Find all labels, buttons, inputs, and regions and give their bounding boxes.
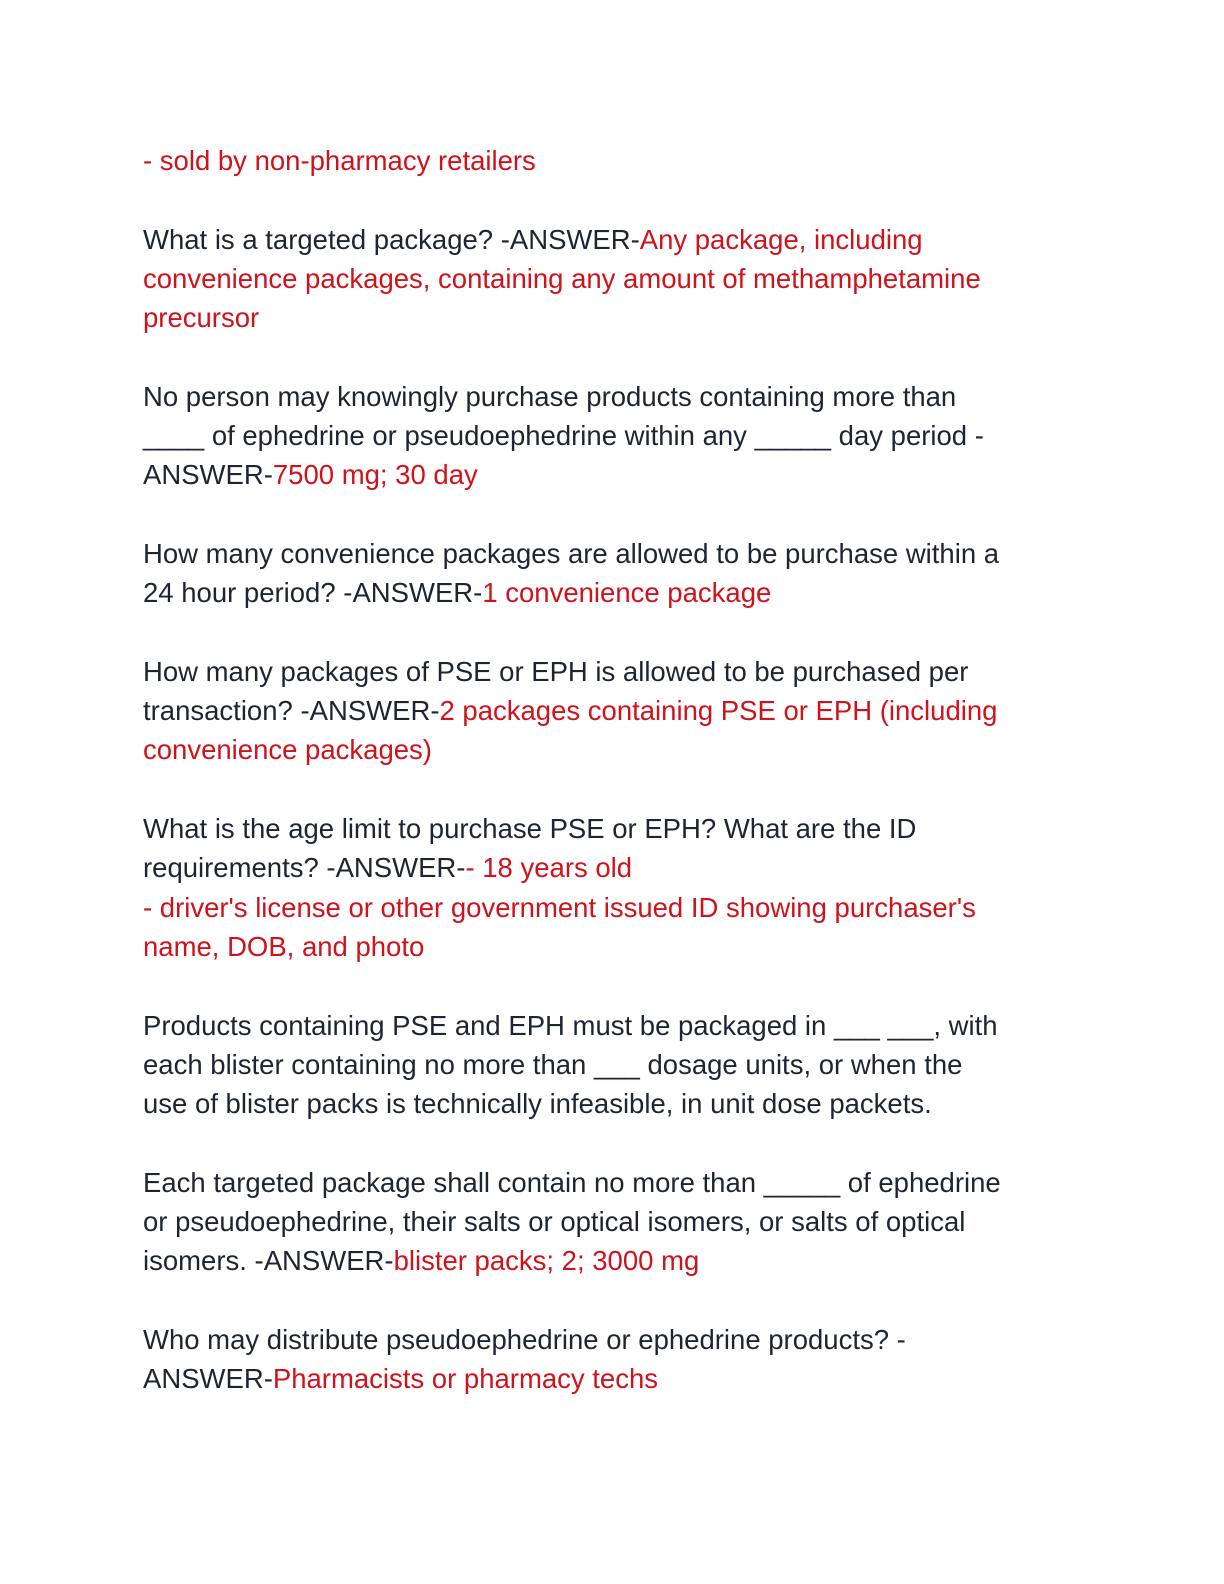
- text-line: [143, 927, 1103, 966]
- answer-text: - sold by non-pharmacy retailers: [143, 145, 536, 176]
- text-line: [143, 259, 1103, 298]
- qa-paragraph: [143, 652, 1103, 770]
- question-text: Each targeted package shall contain no more than _____ of ephedrine: [143, 1166, 1001, 1198]
- answer-text: 1 convenience package: [482, 577, 772, 609]
- text-line: [143, 848, 1103, 887]
- question-text: Who may distribute pseudoephedrine or ephedrine products? -: [143, 1323, 906, 1355]
- text-line: [143, 691, 1103, 730]
- text-line: [143, 220, 1103, 259]
- text-line: [143, 573, 1103, 612]
- question-text: Products containing PSE and EPH must be packaged in ___ ___, with: [143, 1009, 998, 1041]
- question-text: What is the age limit to purchase PSE or EPH? What are the ID: [143, 813, 917, 845]
- question-text: ____ of ephedrine or pseudoephedrine within any _____ day period -: [143, 420, 984, 452]
- answer-text: 7500 mg; 30 day: [272, 459, 478, 491]
- text-line: [143, 1241, 1103, 1280]
- question-text: requirements? -ANSWER-: [143, 852, 466, 884]
- qa-paragraph: [143, 809, 1103, 966]
- text-line: [143, 1163, 1103, 1202]
- text-line: [143, 888, 1103, 927]
- answer-text: name, DOB, and photo: [143, 930, 425, 962]
- question-text: or pseudoephedrine, their salts or optical isomers, or salts of optical: [143, 1206, 966, 1238]
- text-line: [143, 141, 1103, 180]
- qa-paragraph: [143, 141, 1103, 180]
- answer-text: convenience packages): [143, 734, 432, 766]
- qa-paragraph: [143, 1320, 1103, 1399]
- question-text: How many convenience packages are allowed to be purchase within a: [143, 537, 1000, 569]
- question-text: ANSWER-: [143, 1363, 273, 1395]
- qa-paragraph: [143, 534, 1103, 613]
- document-page: [143, 141, 1103, 1438]
- text-line: [143, 1202, 1103, 1241]
- qa-paragraph: [143, 377, 1103, 495]
- question-text: ANSWER-: [143, 459, 273, 491]
- text-line: [143, 809, 1103, 848]
- answer-text: 2 packages containing PSE or EPH (including: [439, 695, 998, 727]
- question-text: 24 hour period? -ANSWER-: [143, 577, 483, 609]
- text-line: [143, 377, 1103, 416]
- answer-text: blister packs; 2; 3000 mg: [393, 1245, 700, 1277]
- text-line: [143, 534, 1103, 573]
- qa-paragraph: [143, 220, 1103, 338]
- question-text: No person may knowingly purchase products containing more than: [143, 380, 957, 412]
- text-line: [143, 416, 1103, 455]
- answer-text: - 18 years old: [465, 852, 633, 884]
- text-line: [143, 1006, 1103, 1045]
- text-line: [143, 298, 1103, 337]
- answer-text: - driver's license or other government issued ID showing purchaser's: [143, 891, 976, 923]
- question-text: transaction? -ANSWER-: [143, 695, 440, 727]
- text-line: [143, 1084, 1103, 1123]
- question-text: each blister containing no more than ___ dosage units, or when the: [143, 1048, 963, 1080]
- question-text: How many packages of PSE or EPH is allowed to be purchased per: [143, 655, 969, 687]
- text-line: [143, 1359, 1103, 1398]
- text-line: [143, 652, 1103, 691]
- text-line: [143, 1320, 1103, 1359]
- question-text: What is a targeted package? -ANSWER-: [143, 223, 640, 255]
- answer-text: precursor: [143, 302, 260, 334]
- text-line: [143, 1045, 1103, 1084]
- qa-paragraph: [143, 1006, 1103, 1124]
- answer-text: convenience packages, containing any amount of methamphetamine: [143, 262, 981, 294]
- question-text: use of blister packs is technically infeasible, in unit dose packets.: [143, 1088, 932, 1120]
- qa-paragraph: [143, 1163, 1103, 1281]
- answer-text: Any package, including: [639, 223, 923, 255]
- question-text: isomers. -ANSWER-: [143, 1245, 394, 1277]
- text-line: [143, 730, 1103, 769]
- text-line: [143, 455, 1103, 494]
- answer-text: Pharmacists or pharmacy techs: [272, 1363, 659, 1395]
